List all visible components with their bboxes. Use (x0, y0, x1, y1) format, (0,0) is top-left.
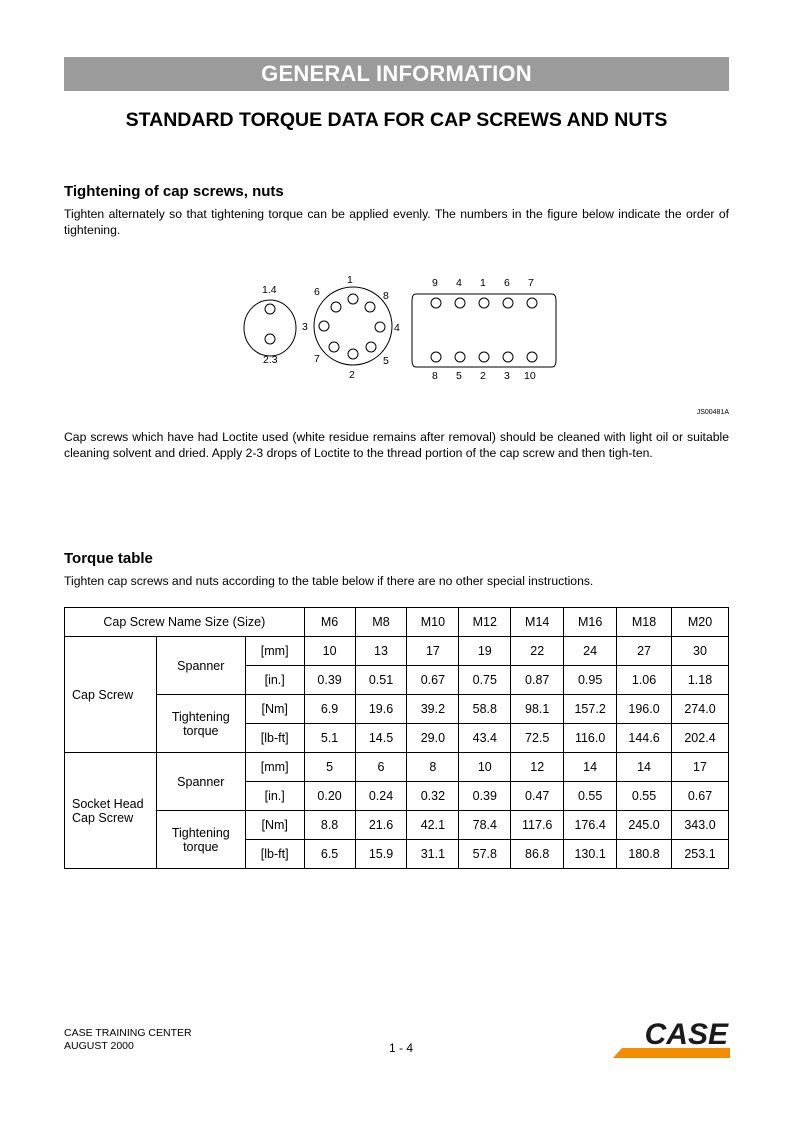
table-cell: 0.55 (564, 782, 617, 811)
footer-info (64, 1027, 192, 1052)
size-header: M10 (407, 608, 459, 637)
rect-flange-bolt (455, 298, 465, 308)
table-cell: 22 (511, 637, 564, 666)
table-cell: 6.9 (304, 695, 355, 724)
table-cell: 202.4 (672, 724, 729, 753)
table-cell: 57.8 (459, 840, 511, 869)
table-cell: 78.4 (459, 811, 511, 840)
round-flange-bolt (366, 342, 376, 352)
table-cell: 17 (672, 753, 729, 782)
table-cell: 116.0 (564, 724, 617, 753)
table-cell: 176.4 (564, 811, 617, 840)
table-cell: 21.6 (355, 811, 407, 840)
table-cell: 0.32 (407, 782, 459, 811)
rect-flange-bottom-label: 5 (456, 370, 462, 382)
rect-flange-bolt (503, 352, 513, 362)
table-cell: 27 (617, 637, 672, 666)
table-cell: 180.8 (617, 840, 672, 869)
table-cell: 130.1 (564, 840, 617, 869)
rect-flange-bolt (479, 352, 489, 362)
page-title: STANDARD TORQUE DATA FOR CAP SCREWS AND NUTS (125, 109, 668, 131)
size-header: M14 (511, 608, 564, 637)
footer-line1: CASE TRAINING CENTER (64, 1027, 192, 1039)
rect-flange-outline (412, 294, 556, 367)
size-header: M18 (617, 608, 672, 637)
small-flange-bolt (265, 304, 275, 314)
tightening-torque-label (156, 811, 245, 869)
torque-table (64, 607, 729, 869)
loctite-instructions: Cap screws which have had Loctite used (white residue remains after removal) should be cleaned with light oil or suitable cleaning solvent and dried. Apply 2-3 drops of Loctite to the thread portion of the cap screw and then tigh-ten. (64, 430, 729, 460)
group-label-cap-screw: Cap Screw (65, 637, 157, 753)
table-cell: 19.6 (355, 695, 407, 724)
table-cell: 0.67 (672, 782, 729, 811)
unit-label: [mm] (245, 753, 304, 782)
unit-label: [lb-ft] (245, 840, 304, 869)
table-cell: 12 (511, 753, 564, 782)
rect-flange-top-label: 6 (504, 277, 510, 289)
table-header-row (65, 608, 729, 637)
table-cell: 10 (304, 637, 355, 666)
small-flange-label-top: 1.4 (262, 284, 277, 296)
rect-flange-bolt (527, 298, 537, 308)
size-header: M8 (355, 608, 407, 637)
figure-code: JS00481A (696, 409, 729, 416)
round-flange-bolt (375, 322, 385, 332)
table-cell: 0.39 (304, 666, 355, 695)
table-row (65, 811, 729, 840)
table-cell: 58.8 (459, 695, 511, 724)
round-flange-label: 7 (314, 353, 320, 365)
tightening-label-line2: torque (183, 839, 219, 854)
table-cell: 343.0 (672, 811, 729, 840)
footer-line2: AUGUST 2000 (64, 1039, 134, 1052)
table-row (65, 695, 729, 724)
case-logo (612, 1020, 730, 1060)
unit-label: [in.] (245, 666, 304, 695)
rect-flange-bottom-label: 8 (432, 370, 438, 382)
unit-label: [Nm] (245, 695, 304, 724)
rect-flange-top-label: 1 (480, 277, 486, 289)
round-flange-bolt (348, 294, 358, 304)
table-cell: 98.1 (511, 695, 564, 724)
size-header-label: Cap Screw Name Size (Size) (65, 608, 305, 637)
tightening-label-line1: Tightening (171, 709, 230, 724)
rect-flange-bolt (431, 352, 441, 362)
round-flange-bolt (319, 321, 329, 331)
rect-flange-top-label: 7 (528, 277, 534, 289)
table-cell: 24 (564, 637, 617, 666)
unit-label: [mm] (245, 637, 304, 666)
round-flange-label: 1 (347, 274, 353, 286)
table-cell: 0.55 (617, 782, 672, 811)
table-cell: 253.1 (672, 840, 729, 869)
rect-flange-bolt (503, 298, 513, 308)
table-cell: 117.6 (511, 811, 564, 840)
table-cell: 17 (407, 637, 459, 666)
tightening-torque-label (156, 695, 245, 753)
rect-flange-top-label: 4 (456, 277, 462, 289)
group-label-line2: Cap Screw (72, 810, 134, 825)
table-cell: 5 (304, 753, 355, 782)
table-cell: 274.0 (672, 695, 729, 724)
table-cell: 19 (459, 637, 511, 666)
size-header: M6 (304, 608, 355, 637)
table-cell: 0.47 (511, 782, 564, 811)
spanner-label: Spanner (156, 637, 245, 695)
table-cell: 15.9 (355, 840, 407, 869)
table-cell: 144.6 (617, 724, 672, 753)
table-cell: 1.06 (617, 666, 672, 695)
table-cell: 0.51 (355, 666, 407, 695)
size-header: M20 (672, 608, 729, 637)
table-cell: 14 (617, 753, 672, 782)
unit-label: [in.] (245, 782, 304, 811)
table-cell: 8 (407, 753, 459, 782)
table-cell: 157.2 (564, 695, 617, 724)
table-cell: 72.5 (511, 724, 564, 753)
table-cell: 0.75 (459, 666, 511, 695)
tightening-instructions: Tighten alternately so that tightening torque can be applied evenly. The numbers in the figure below indicate the order of tightening. (64, 207, 729, 237)
small-flange-bolt (265, 334, 275, 344)
table-cell: 0.87 (511, 666, 564, 695)
table-cell: 43.4 (459, 724, 511, 753)
unit-label: [lb-ft] (245, 724, 304, 753)
table-cell: 86.8 (511, 840, 564, 869)
rect-flange-bolt (455, 352, 465, 362)
rect-flange-bottom-label: 3 (504, 370, 510, 382)
table-cell: 196.0 (617, 695, 672, 724)
table-cell: 10 (459, 753, 511, 782)
small-flange-label-bottom: 2.3 (263, 354, 278, 366)
round-flange-label: 3 (302, 321, 308, 333)
tightening-label-line1: Tightening (171, 825, 230, 840)
table-cell: 1.18 (672, 666, 729, 695)
table-cell: 14.5 (355, 724, 407, 753)
rect-flange-bottom-label: 2 (480, 370, 486, 382)
round-flange-label: 5 (383, 355, 389, 367)
table-cell: 39.2 (407, 695, 459, 724)
round-flange-outline (314, 287, 392, 365)
round-flange-bolt (365, 302, 375, 312)
round-flange-bolt (331, 302, 341, 312)
tightening-label-line2: torque (183, 723, 219, 738)
round-flange-label: 8 (383, 290, 389, 302)
table-cell: 30 (672, 637, 729, 666)
table-cell: 29.0 (407, 724, 459, 753)
round-flange-label: 2 (349, 369, 355, 381)
table-cell: 0.67 (407, 666, 459, 695)
table-cell: 0.95 (564, 666, 617, 695)
round-flange-bolt (329, 342, 339, 352)
rect-flange-top-label: 9 (432, 277, 438, 289)
group-label-line1: Socket Head (72, 796, 144, 811)
round-flange-label: 6 (314, 286, 320, 298)
case-logo-text: CASE (644, 1020, 728, 1051)
round-flange-bolt (348, 349, 358, 359)
table-cell: 8.8 (304, 811, 355, 840)
rect-flange-bolt (431, 298, 441, 308)
table-cell: 245.0 (617, 811, 672, 840)
table-cell: 0.39 (459, 782, 511, 811)
page-number: 1 - 4 (389, 1041, 414, 1055)
table-cell: 5.1 (304, 724, 355, 753)
table-row (65, 753, 729, 782)
tightening-order-diagram (236, 268, 572, 388)
unit-label: [Nm] (245, 811, 304, 840)
small-flange-outline (244, 300, 296, 356)
section-banner: GENERAL INFORMATION (64, 57, 729, 91)
rect-flange-bottom-label: 10 (524, 370, 536, 382)
group-label-socket-head (65, 753, 157, 869)
rect-flange-bolt (527, 352, 537, 362)
table-cell: 0.20 (304, 782, 355, 811)
size-header: M16 (564, 608, 617, 637)
table-cell: 6 (355, 753, 407, 782)
table-cell: 0.24 (355, 782, 407, 811)
table-row (65, 637, 729, 666)
table-cell: 31.1 (407, 840, 459, 869)
table-cell: 6.5 (304, 840, 355, 869)
torque-table-intro: Tighten cap screws and nuts according to the table below if there are no other special instructions. (64, 574, 594, 588)
round-flange-label: 4 (394, 322, 400, 334)
spanner-label: Spanner (156, 753, 245, 811)
section-heading-torque-table: Torque table (64, 550, 153, 567)
rect-flange-bolt (479, 298, 489, 308)
table-cell: 14 (564, 753, 617, 782)
table-cell: 13 (355, 637, 407, 666)
table-cell: 42.1 (407, 811, 459, 840)
section-heading-tightening: Tightening of cap screws, nuts (64, 183, 284, 200)
size-header: M12 (459, 608, 511, 637)
